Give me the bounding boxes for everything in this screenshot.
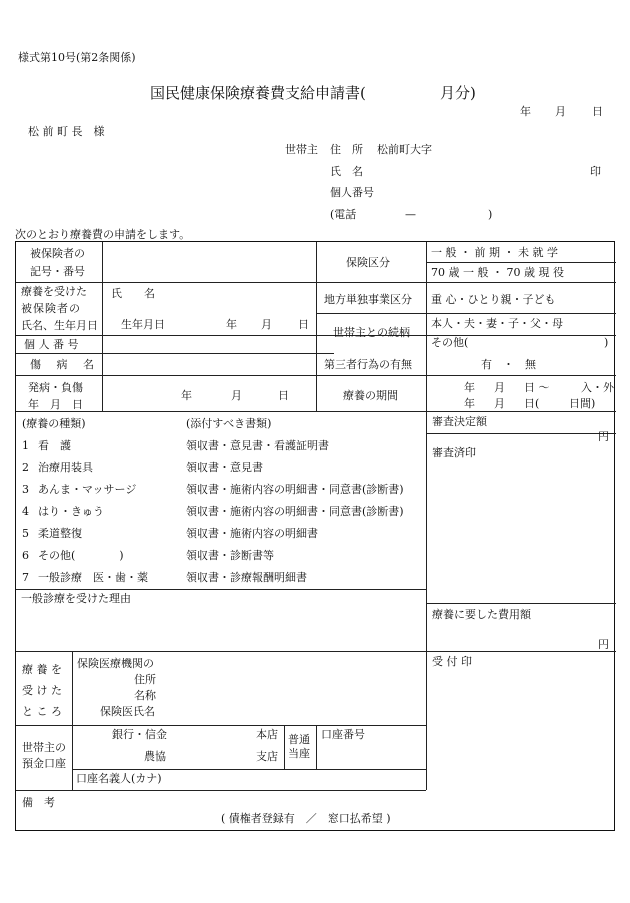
phone-dash: —	[405, 208, 416, 221]
patient-label-3: 氏名、生年月日	[21, 319, 98, 332]
type-no: 5	[22, 527, 29, 540]
date-day: 日	[592, 105, 603, 118]
place-label-1: 療 養 を	[22, 663, 62, 676]
insurance-category-options-2: 70 歳 一 般 ・ 70 歳 現 役	[431, 266, 564, 279]
cost-yen: 円	[598, 638, 609, 651]
onset-year: 年	[181, 389, 192, 402]
insurance-category-options-1: 一 般 ・ 前 期 ・ 未 就 学	[431, 246, 558, 259]
remarks-label: 備 考	[22, 796, 55, 809]
period-line2-day: 日(	[524, 397, 540, 410]
name-label: 氏 名	[330, 165, 363, 178]
savings-type-1: 普通	[288, 733, 310, 746]
householder-label: 世帯主	[285, 143, 318, 156]
type-docs: 領収書・意見書	[186, 461, 263, 474]
form-title: 国民健康保険療養費支給申請書(	[150, 84, 366, 102]
patient-name-label: 氏 名	[111, 287, 155, 300]
type-no: 2	[22, 461, 29, 474]
personal-number-row-label: 個 人 番 号	[24, 338, 79, 351]
branch-office: 支店	[256, 750, 278, 763]
reason-label: 一般診療を受けた理由	[21, 592, 131, 605]
type-name: はり・きゅう	[38, 505, 104, 518]
local-program-label: 地方単独事業区分	[324, 293, 412, 306]
reception-seal-label: 受 付 印	[432, 655, 472, 668]
disease-label: 傷 病 名	[30, 358, 100, 371]
types-header: (療養の種類)	[22, 417, 86, 430]
onset-label-1: 発病・負傷	[28, 381, 83, 394]
type-name: 柔道整復	[38, 527, 82, 540]
cost-label: 療養に要した費用額	[432, 608, 531, 621]
agri-label: 農協	[144, 750, 166, 763]
patient-label-1: 療養を受けた	[21, 285, 87, 298]
institution-name: 名称	[134, 689, 156, 702]
type-no: 7	[22, 571, 29, 584]
type-no: 4	[22, 505, 29, 518]
institution-address: 住所	[134, 673, 156, 686]
relation-options-2-close: )	[604, 336, 609, 349]
head-office: 本店	[256, 728, 278, 741]
remarks-options: ( 債権者登録有 ／ 窓口払希望 )	[221, 812, 391, 825]
doctor-name: 保険医氏名	[100, 705, 155, 718]
period-line1-year: 年	[464, 381, 475, 394]
address-label: 住 所	[330, 143, 363, 156]
place-label-2: 受 け た	[22, 684, 62, 697]
onset-day: 日	[278, 389, 289, 402]
place-label-3: と こ ろ	[22, 705, 62, 718]
period-line1-month: 月	[494, 381, 505, 394]
insured-symbol-label-1: 被保険者の	[30, 247, 85, 260]
account-label-2: 預金口座	[22, 757, 66, 770]
birth-month: 月	[261, 318, 272, 331]
type-docs: 領収書・施術内容の明細書・同意書(診断書)	[186, 505, 404, 518]
type-name: あんま・マッサージ	[38, 483, 137, 496]
patient-label-2: 被保険者の	[21, 302, 81, 315]
account-number-label: 口座番号	[321, 728, 365, 741]
bank-label: 銀行・信金	[112, 728, 167, 741]
phone-close: )	[488, 208, 493, 221]
type-no: 6	[22, 549, 29, 562]
type-docs: 領収書・施術内容の明細書・同意書(診断書)	[186, 483, 404, 496]
third-party-label: 第三者行為の有無	[324, 358, 412, 371]
institution-label: 保険医療機関の	[77, 657, 154, 670]
phone-label: (電話	[330, 208, 357, 221]
address-value: 松前町大字	[377, 143, 432, 156]
type-no: 3	[22, 483, 29, 496]
type-name: 一般診療 医・歯・薬	[38, 571, 148, 584]
type-name: その他( )	[38, 549, 124, 562]
type-name: 治療用装具	[38, 461, 93, 474]
date-month: 月	[555, 105, 566, 118]
local-program-options: 重 心・ひとり親・子ども	[431, 293, 556, 306]
account-holder-label: 口座名義人(カナ)	[76, 772, 162, 785]
third-party-options: 有 ・ 無	[481, 358, 536, 371]
form-title-month: 月分)	[440, 84, 476, 102]
review-amount-yen: 円	[598, 430, 609, 443]
type-no: 1	[22, 439, 29, 452]
account-label-1: 世帯主の	[22, 741, 66, 754]
period-line2-month: 月	[494, 397, 505, 410]
type-docs: 領収書・診療報酬明細書	[186, 571, 307, 584]
insurance-category-label: 保険区分	[346, 256, 390, 269]
relation-options-1: 本人・夫・妻・子・父・母	[431, 317, 563, 330]
form-number: 様式第10号(第2条関係)	[18, 51, 136, 64]
onset-month: 月	[231, 389, 242, 402]
period-line1-day: 日 ～	[524, 381, 550, 394]
review-amount-label: 審査決定額	[432, 415, 487, 428]
savings-type-2: 当座	[288, 747, 310, 760]
relation-label: 世帯主との続柄	[333, 326, 410, 339]
type-docs: 領収書・意見書・看護証明書	[186, 439, 329, 452]
birth-label: 生年月日	[121, 318, 165, 331]
period-line2-days: 日間)	[569, 397, 596, 410]
reviewed-seal-label: 審査済印	[432, 446, 476, 459]
date-year: 年	[520, 105, 531, 118]
addressee: 松 前 町 長 様	[28, 125, 105, 138]
birth-day: 日	[298, 318, 309, 331]
period-line2-year: 年	[464, 397, 475, 410]
personal-number-label: 個人番号	[330, 186, 374, 199]
seal-mark: 印	[590, 165, 601, 178]
relation-options-2: その他(	[431, 336, 469, 349]
birth-year: 年	[226, 318, 237, 331]
period-label: 療養の期間	[343, 389, 398, 402]
insured-symbol-label-2: 記号・番号	[30, 265, 85, 278]
type-docs: 領収書・施術内容の明細書	[186, 527, 318, 540]
period-line1-inout: 入・外	[581, 381, 614, 394]
application-form	[15, 241, 615, 831]
onset-label-2: 年 月 日	[28, 398, 83, 411]
docs-header: (添付すべき書類)	[186, 417, 272, 430]
type-docs: 領収書・診断書等	[186, 549, 274, 562]
type-name: 看 護	[38, 439, 71, 452]
intro-text: 次のとおり療養費の申請をします。	[15, 228, 191, 241]
